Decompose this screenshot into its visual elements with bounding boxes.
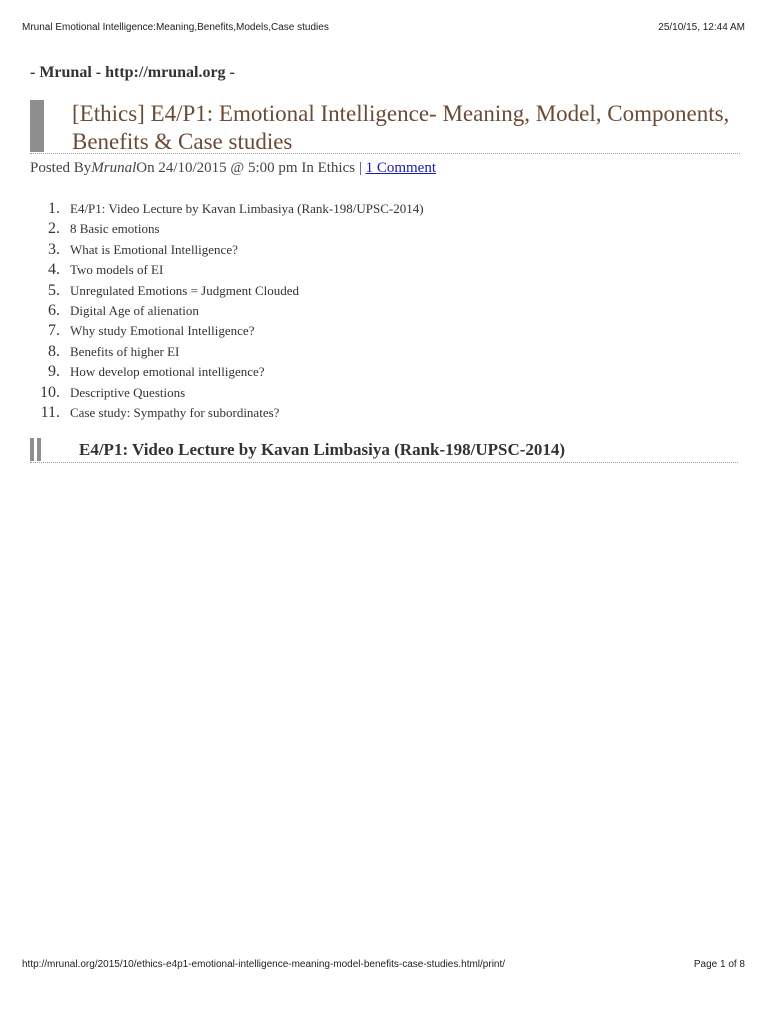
toc-item[interactable] [28,281,424,301]
post-title: [Ethics] E4/P1: Emotional Intelligence- Meaning, Model, Components, Benefits & Case studies [72,101,730,154]
toc-item-label[interactable]: Benefits of higher EI [70,343,180,359]
post-meta [30,160,436,177]
toc-item[interactable] [28,260,424,280]
toc-item-label[interactable]: What is Emotional Intelligence? [70,241,238,257]
toc-item-label[interactable]: Descriptive Questions [70,384,186,400]
comments-link[interactable]: 1 Comment [365,160,436,176]
toc-item-number: 9. [48,363,60,381]
toc-item-label[interactable]: Two models of EI [70,262,164,278]
toc-item[interactable] [28,342,424,362]
toc-item[interactable] [28,383,424,403]
meta-author: Mrunal [91,160,137,176]
meta-details: On 24/10/2015 @ 5:00 pm In Ethics | [136,160,366,176]
print-doc-title: Mrunal Emotional Intelligence:Meaning,Benefits,Models,Case studies [22,22,329,33]
toc-item[interactable] [28,199,424,219]
toc-item-number: 11. [40,403,60,421]
print-url: http://mrunal.org/2015/10/ethics-e4p1-emotional-intelligence-meaning-model-benefits-case-studies.html/print/ [22,959,506,970]
toc-item-label[interactable]: E4/P1: Video Lecture by Kavan Limbasiya (Rank-198/UPSC-2014) [70,201,424,216]
site-line: - Mrunal - http://mrunal.org - [30,64,235,81]
toc-item-number: 6. [48,301,60,319]
toc-item-number: 4. [48,261,60,279]
toc-item[interactable] [28,321,424,341]
toc-item[interactable] [28,403,424,423]
section-heading: E4/P1: Video Lecture by Kavan Limbasiya (Rank-198/UPSC-2014) [79,439,566,459]
section-divider [30,462,738,463]
toc-item[interactable] [28,362,424,382]
toc-item-number: 3. [48,240,60,258]
print-header [22,22,745,33]
toc-item-number: 8. [48,342,60,360]
toc-item[interactable] [28,240,424,260]
toc-item-number: 1. [48,200,60,217]
title-accent-bar [30,100,44,152]
meta-posted-by: Posted By [30,160,92,176]
toc-item[interactable] [28,219,424,239]
toc-item-number: 10. [40,383,60,401]
post-title-block [30,100,738,156]
title-divider [30,153,740,154]
section-heading-block [30,438,738,461]
toc-item-label[interactable]: Digital Age of alienation [70,302,199,318]
toc-item-label[interactable]: Why study Emotional Intelligence? [70,323,255,339]
print-datetime: 25/10/15, 12:44 AM [658,22,745,33]
toc-item-label[interactable]: 8 Basic emotions [70,221,160,237]
toc-item-label[interactable]: How develop emotional intelligence? [70,364,265,380]
page-number: Page 1 of 8 [693,959,745,970]
print-footer [22,959,745,970]
toc-item-label[interactable]: Unregulated Emotions = Judgment Clouded [70,282,300,298]
toc-item-label[interactable]: Case study: Sympathy for subordinates? [70,404,280,420]
toc-item-number: 5. [48,281,60,299]
toc-item[interactable] [28,301,424,321]
toc-item-number: 7. [48,322,60,340]
section-accent-bars [30,438,41,461]
table-of-contents [28,199,424,423]
toc-item-number: 2. [48,220,60,238]
